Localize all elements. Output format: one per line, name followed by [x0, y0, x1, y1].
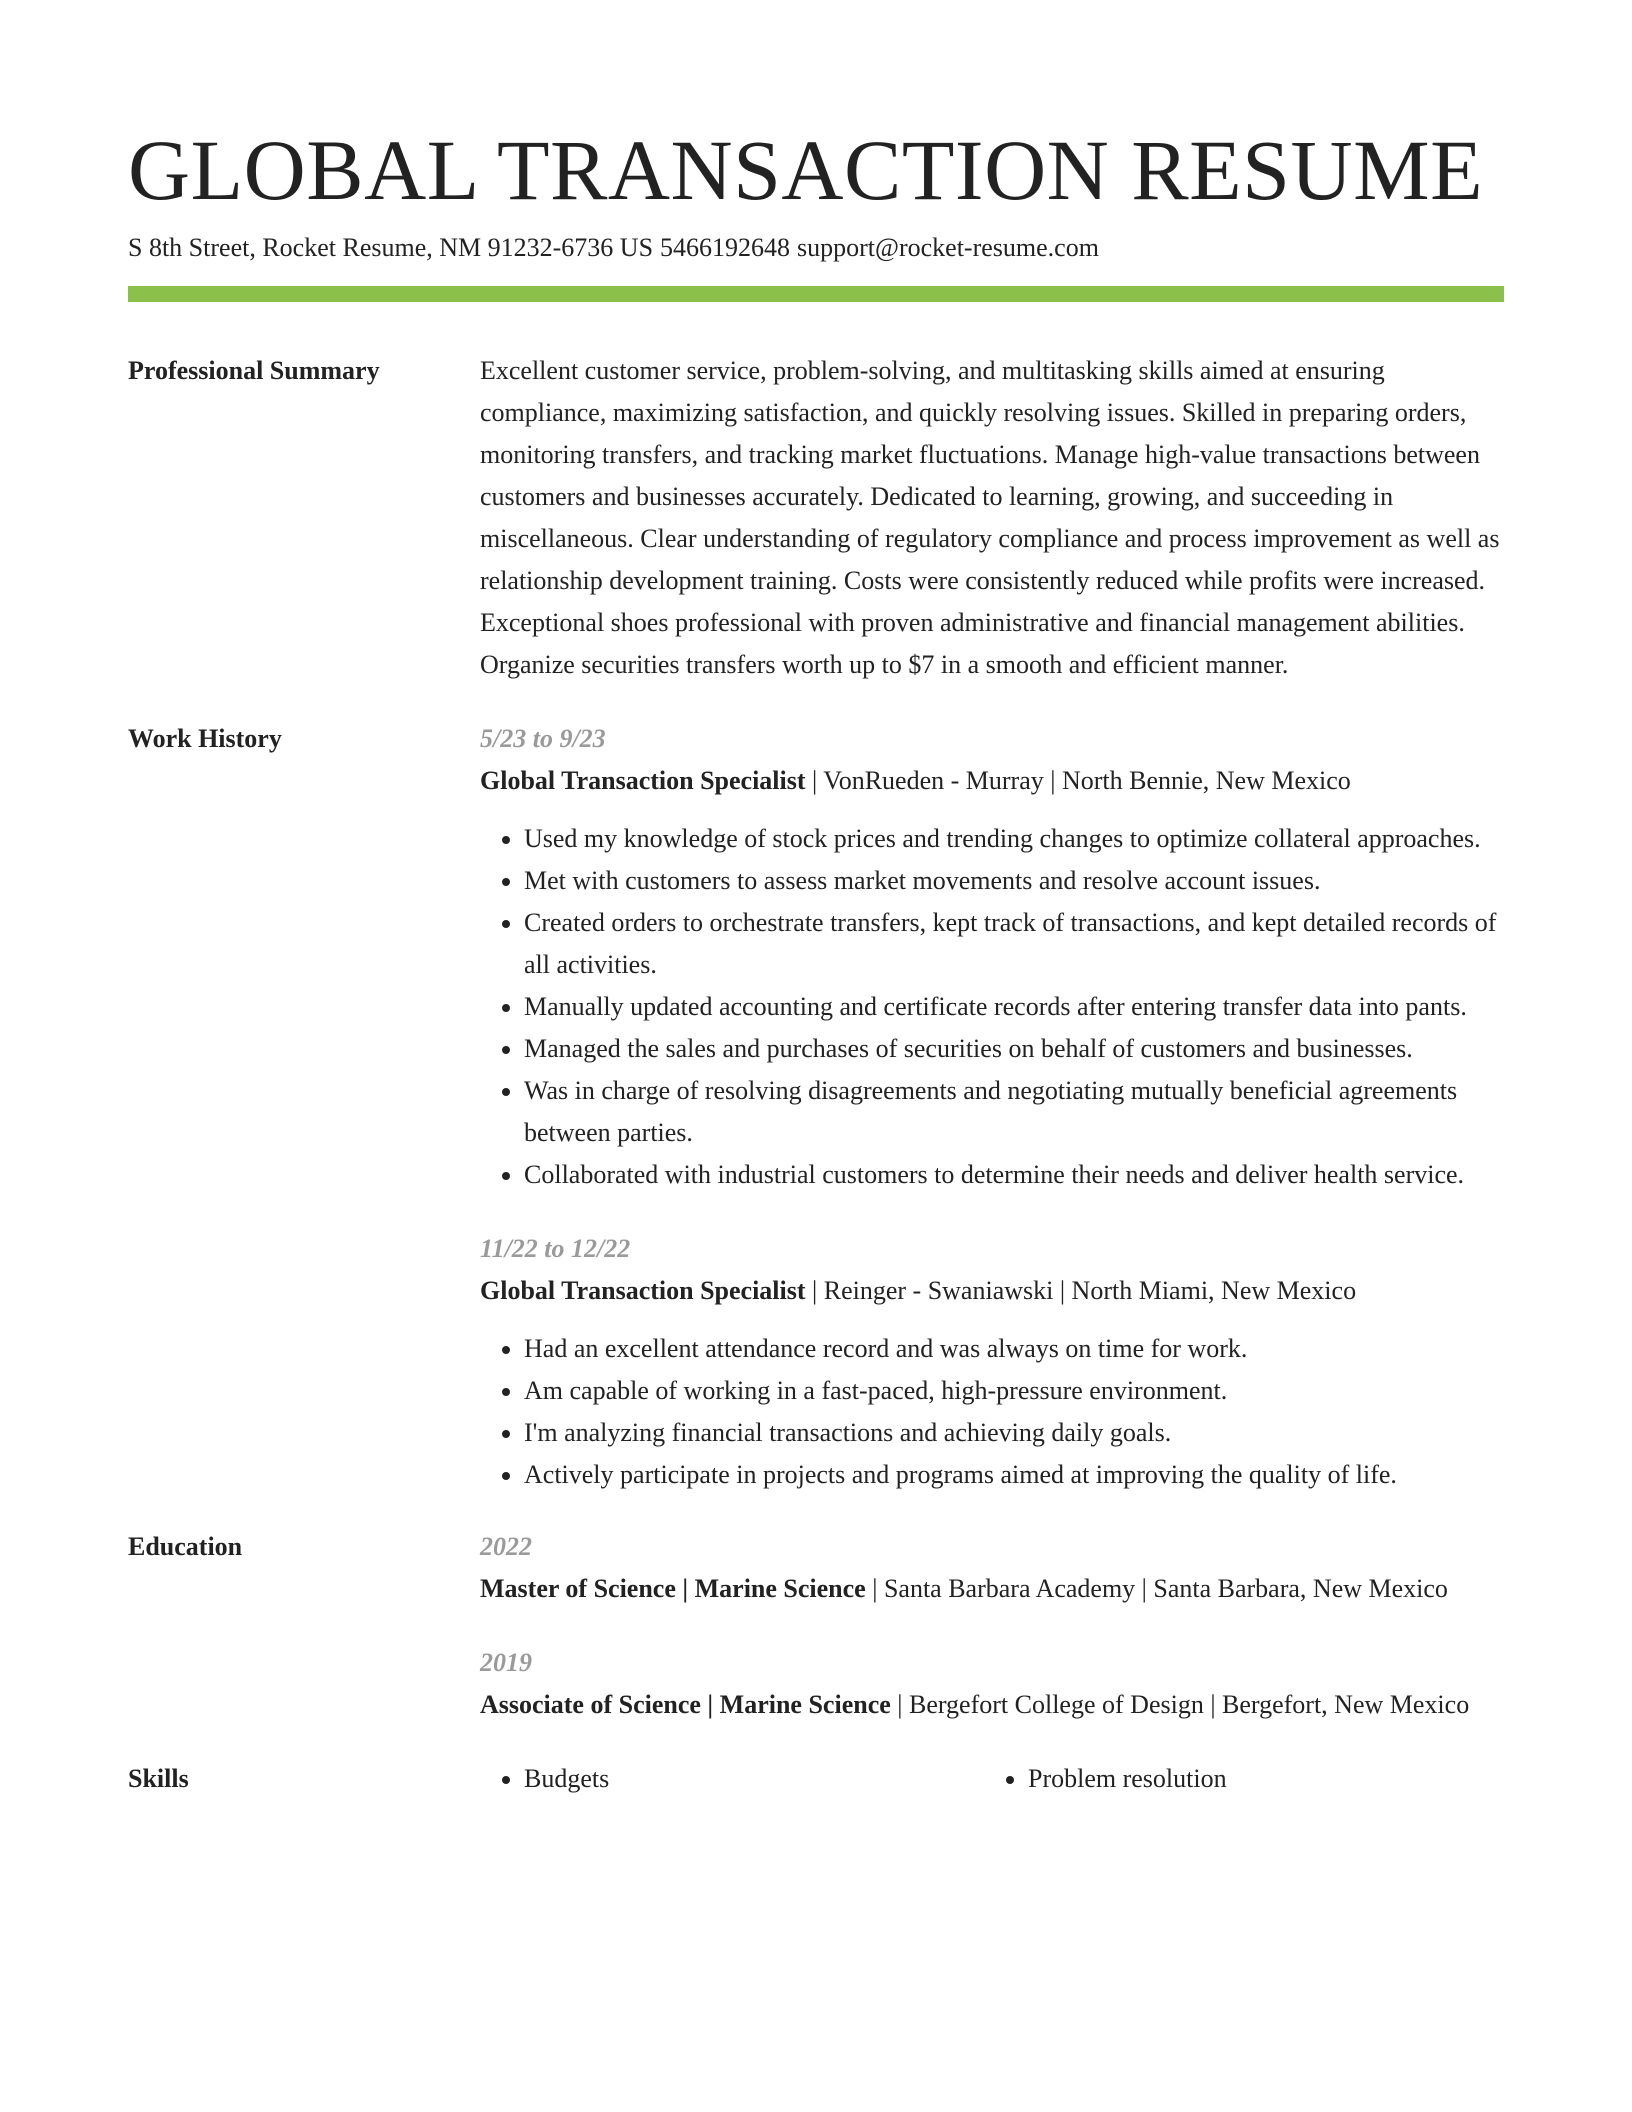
section-label: Skills	[128, 1764, 189, 1793]
skills-column-left	[480, 1758, 984, 1800]
list-item: • Managed the sales and purchases of securities on behalf of customers and businesses.	[524, 1028, 1504, 1070]
section-label: Professional Summary	[128, 356, 380, 385]
list-item: • Used my knowledge of stock prices and trending changes to optimize collateral approaches.	[524, 818, 1504, 860]
school-details: | Santa Barbara Academy | Santa Barbara, New Mexico	[865, 1574, 1448, 1603]
resume-header	[128, 120, 1504, 302]
job-entry	[480, 1228, 1504, 1496]
section-content	[480, 350, 1504, 718]
education-entry	[480, 1642, 1504, 1726]
list-item: • Am capable of working in a fast-paced, high-pressure environment.	[524, 1370, 1504, 1412]
job-details: | Reinger - Swaniawski | North Miami, New Mexico	[805, 1276, 1357, 1305]
section-label: Work History	[128, 724, 282, 753]
section-label: Education	[128, 1532, 243, 1561]
job-heading	[480, 760, 1504, 802]
list-item: • Met with customers to assess market movements and resolve account issues.	[524, 860, 1504, 902]
job-entry	[480, 718, 1504, 1196]
degree: Master of Science | Marine Science	[480, 1574, 866, 1603]
section-content	[480, 718, 1504, 1526]
section-content	[480, 1526, 1504, 1758]
list-item: • Manually updated accounting and certificate records after entering transfer data into pants.	[524, 986, 1504, 1028]
list-item: • Collaborated with industrial customers to determine their needs and deliver health service.	[524, 1154, 1504, 1196]
skills-column-right	[984, 1758, 1488, 1800]
list-item: • Created orders to orchestrate transfers, kept track of transactions, and kept detailed records of all activities.	[524, 902, 1504, 986]
work-history-section	[128, 718, 1504, 1526]
list-item: • Actively participate in projects and programs aimed at improving the quality of life.	[524, 1454, 1504, 1496]
skill-item: • Budgets	[524, 1758, 984, 1800]
list-item: • I'm analyzing financial transactions and achieving daily goals.	[524, 1412, 1504, 1454]
contact-address: S 8th Street, Rocket Resume, NM 91232-6736 US	[128, 233, 654, 262]
job-dates: 5/23 to 9/23	[480, 724, 606, 753]
resume-title: GLOBAL TRANSACTION RESUME	[128, 122, 1484, 218]
education-year: 2019	[480, 1648, 532, 1677]
resume-body	[128, 350, 1504, 1800]
job-bullets	[480, 818, 1504, 1196]
contact-line	[128, 232, 1504, 264]
skills-list	[480, 1758, 1504, 1800]
education-year: 2022	[480, 1532, 532, 1561]
contact-email: support@rocket-resume.com	[797, 233, 1099, 262]
job-heading	[480, 1270, 1504, 1312]
education-heading	[480, 1568, 1504, 1610]
school-details: | Bergefort College of Design | Bergefort, New Mexico	[890, 1690, 1470, 1719]
job-dates: 11/22 to 12/22	[480, 1234, 631, 1263]
education-section	[128, 1526, 1504, 1758]
list-item: • Had an excellent attendance record and was always on time for work.	[524, 1328, 1504, 1370]
skills-section	[128, 1758, 1504, 1800]
skill-item: • Problem resolution	[1028, 1758, 1488, 1800]
summary-text: Excellent customer service, problem-solving, and multitasking skills aimed at ensuring compliance, maximizing satisfaction, and quickly resolving issues. Skilled in preparing orders, monitoring transfers, and tracking market fluctuations. Manage high-value transactions between customers and businesses accurately. Dedicated to learning, growing, and succeeding in miscellaneous. Clear understanding of regulatory compliance and process improvement as well as relationship development training. Costs were consistently reduced while profits were increased. Exceptional shoes professional with proven administrative and financial management abilities. Organize securities transfers worth up to $7 in a smooth and efficient manner.	[480, 356, 1500, 679]
contact-phone: 5466192648	[660, 233, 791, 262]
job-title: Global Transaction Specialist	[480, 1276, 806, 1305]
list-item: • Was in charge of resolving disagreements and negotiating mutually beneficial agreements between parties.	[524, 1070, 1504, 1154]
header-divider	[128, 286, 1504, 302]
job-title: Global Transaction Specialist	[480, 766, 806, 795]
job-details: | VonRueden - Murray | North Bennie, New Mexico	[805, 766, 1351, 795]
degree: Associate of Science | Marine Science	[480, 1690, 891, 1719]
education-entry	[480, 1526, 1504, 1610]
summary-section	[128, 350, 1504, 718]
job-bullets	[480, 1328, 1504, 1496]
education-heading	[480, 1684, 1504, 1726]
